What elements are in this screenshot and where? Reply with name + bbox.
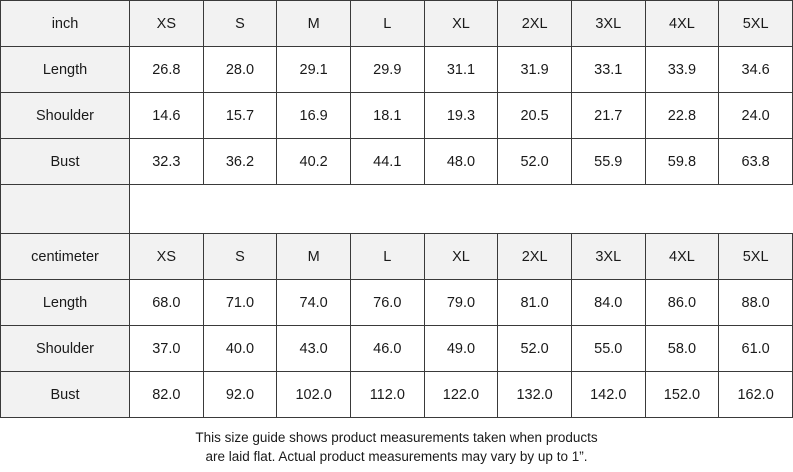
size-header-xs: XS [130,1,204,47]
cell-cm-bust-l: 112.0 [350,372,424,418]
size-header-3xl: 3XL [571,1,645,47]
size-header-l: L [350,1,424,47]
cell-inch-length-2xl: 31.9 [498,47,572,93]
cell-cm-length-xl: 79.0 [424,280,498,326]
cell-inch-shoulder-xl: 19.3 [424,93,498,139]
cell-inch-length-l: 29.9 [350,47,424,93]
cell-inch-bust-s: 36.2 [203,139,277,185]
cell-cm-length-5xl: 88.0 [719,280,793,326]
cell-cm-bust-5xl: 162.0 [719,372,793,418]
cell-inch-shoulder-4xl: 22.8 [645,93,719,139]
cell-cm-shoulder-4xl: 58.0 [645,326,719,372]
cell-cm-length-m: 74.0 [277,280,351,326]
row-label-length-inch: Length [1,47,130,93]
cell-cm-bust-4xl: 152.0 [645,372,719,418]
spacer-cell-label [1,185,130,234]
cell-cm-length-3xl: 84.0 [571,280,645,326]
size-guide-note [0,428,793,466]
unit-label-centimeter: centimeter [1,234,130,280]
cell-cm-shoulder-2xl: 52.0 [498,326,572,372]
spacer-cell [350,185,424,234]
size-header-2xl: 2XL [498,1,572,47]
cell-inch-shoulder-5xl: 24.0 [719,93,793,139]
row-label-bust-cm: Bust [1,372,130,418]
cell-inch-length-m: 29.1 [277,47,351,93]
cell-cm-bust-m: 102.0 [277,372,351,418]
cell-inch-shoulder-l: 18.1 [350,93,424,139]
size-header-xl: XL [424,1,498,47]
size-header-cm-4xl: 4XL [645,234,719,280]
size-header-4xl: 4XL [645,1,719,47]
size-header-s: S [203,1,277,47]
cell-cm-length-l: 76.0 [350,280,424,326]
cell-cm-length-s: 71.0 [203,280,277,326]
cell-cm-bust-2xl: 132.0 [498,372,572,418]
cell-inch-shoulder-xs: 14.6 [130,93,204,139]
cell-inch-length-xs: 26.8 [130,47,204,93]
table-row-spacer [1,185,793,234]
cell-inch-length-xl: 31.1 [424,47,498,93]
row-label-bust-inch: Bust [1,139,130,185]
cell-inch-bust-5xl: 63.8 [719,139,793,185]
size-header-5xl: 5XL [719,1,793,47]
table-row-inch-length [1,47,793,93]
cell-inch-bust-xl: 48.0 [424,139,498,185]
cell-inch-length-s: 28.0 [203,47,277,93]
cell-inch-length-4xl: 33.9 [645,47,719,93]
spacer-cell [571,185,645,234]
cell-cm-length-2xl: 81.0 [498,280,572,326]
table-row-header-inch [1,1,793,47]
cell-cm-shoulder-xl: 49.0 [424,326,498,372]
cell-inch-shoulder-s: 15.7 [203,93,277,139]
spacer-cell [424,185,498,234]
cell-inch-bust-xs: 32.3 [130,139,204,185]
size-header-cm-5xl: 5XL [719,234,793,280]
row-label-shoulder-inch: Shoulder [1,93,130,139]
size-guide-note-line2: are laid flat. Actual product measurements may vary by up to 1”. [205,449,588,464]
size-header-m: M [277,1,351,47]
cell-cm-bust-s: 92.0 [203,372,277,418]
spacer-cell [130,185,204,234]
cell-cm-shoulder-5xl: 61.0 [719,326,793,372]
spacer-cell [645,185,719,234]
cell-cm-bust-xs: 82.0 [130,372,204,418]
cell-cm-length-xs: 68.0 [130,280,204,326]
size-header-cm-s: S [203,234,277,280]
table-row-cm-shoulder [1,326,793,372]
cell-inch-shoulder-3xl: 21.7 [571,93,645,139]
cell-inch-shoulder-m: 16.9 [277,93,351,139]
spacer-cell [277,185,351,234]
cell-cm-length-4xl: 86.0 [645,280,719,326]
size-header-cm-m: M [277,234,351,280]
table-row-inch-bust [1,139,793,185]
cell-inch-bust-l: 44.1 [350,139,424,185]
cell-cm-shoulder-s: 40.0 [203,326,277,372]
spacer-cell [719,185,793,234]
cell-cm-bust-xl: 122.0 [424,372,498,418]
table-row-header-centimeter [1,234,793,280]
size-header-cm-2xl: 2XL [498,234,572,280]
cell-inch-bust-2xl: 52.0 [498,139,572,185]
cell-cm-shoulder-3xl: 55.0 [571,326,645,372]
unit-label-inch: inch [1,1,130,47]
row-label-length-cm: Length [1,280,130,326]
size-header-cm-l: L [350,234,424,280]
cell-inch-length-3xl: 33.1 [571,47,645,93]
spacer-cell [498,185,572,234]
cell-inch-bust-4xl: 59.8 [645,139,719,185]
size-guide-note-line1: This size guide shows product measurements taken when products [195,430,598,445]
row-label-shoulder-cm: Shoulder [1,326,130,372]
cell-cm-shoulder-l: 46.0 [350,326,424,372]
table-row-cm-bust [1,372,793,418]
cell-cm-shoulder-xs: 37.0 [130,326,204,372]
size-header-cm-xs: XS [130,234,204,280]
cell-cm-bust-3xl: 142.0 [571,372,645,418]
table-row-inch-shoulder [1,93,793,139]
size-header-cm-3xl: 3XL [571,234,645,280]
cell-inch-bust-m: 40.2 [277,139,351,185]
cell-inch-length-5xl: 34.6 [719,47,793,93]
table-row-cm-length [1,280,793,326]
spacer-cell [203,185,277,234]
cell-cm-shoulder-m: 43.0 [277,326,351,372]
cell-inch-bust-3xl: 55.9 [571,139,645,185]
cell-inch-shoulder-2xl: 20.5 [498,93,572,139]
size-header-cm-xl: XL [424,234,498,280]
